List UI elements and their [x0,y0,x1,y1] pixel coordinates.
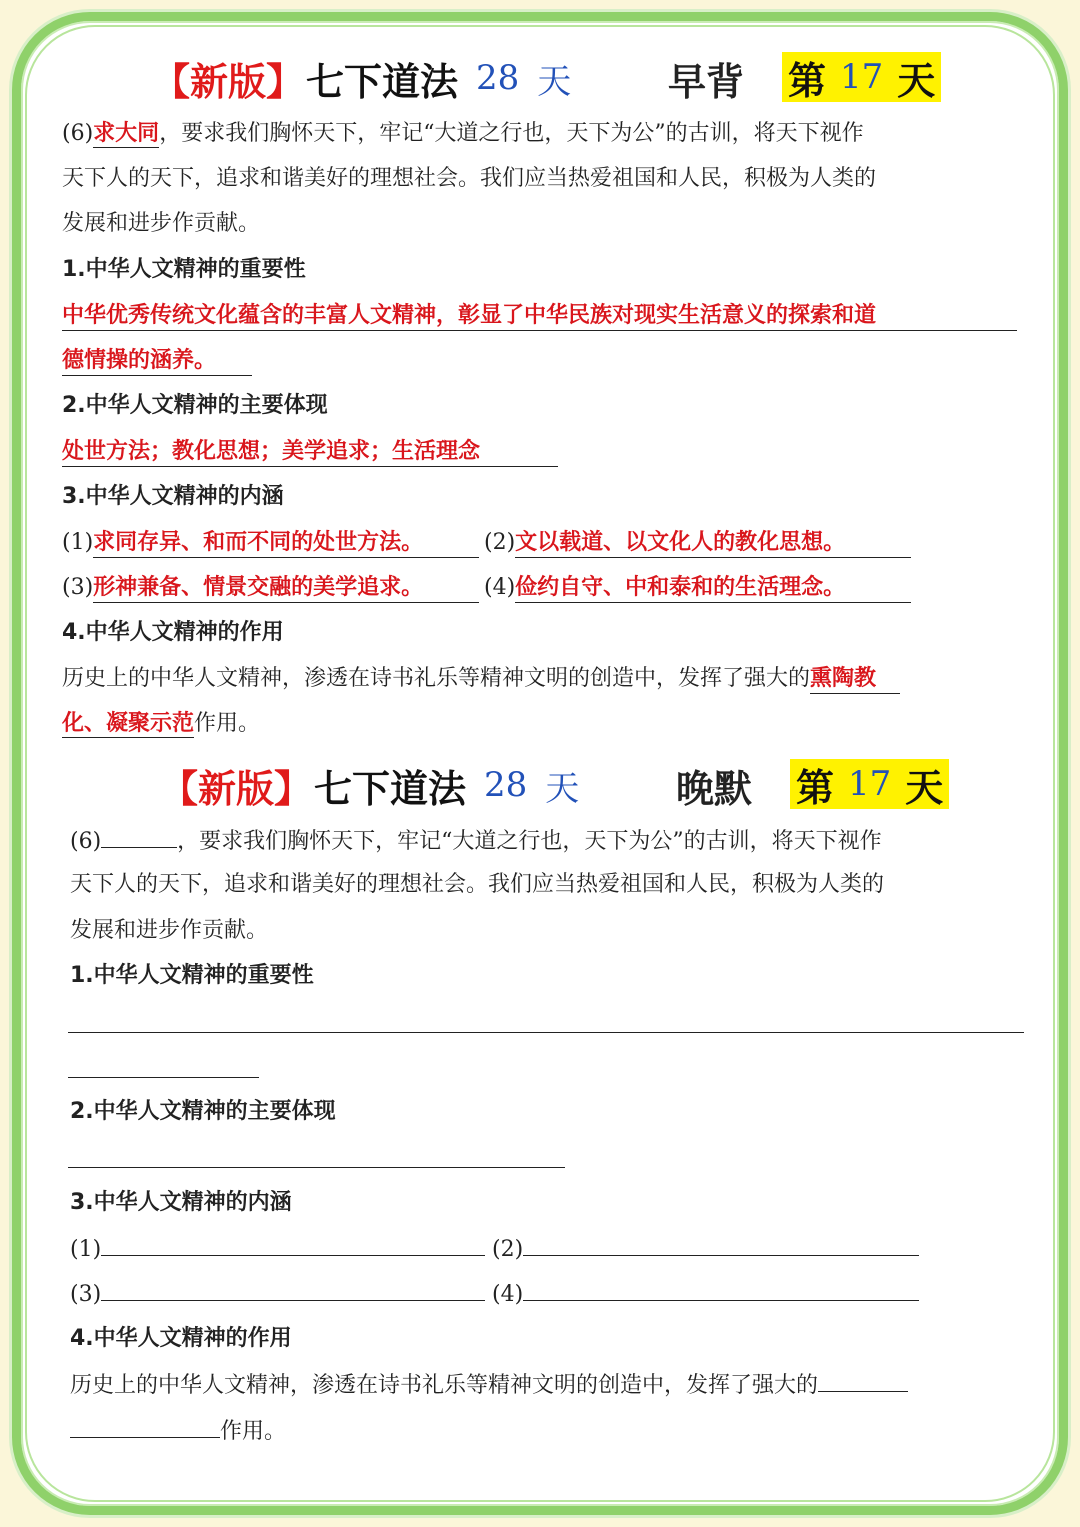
morning-heading-3: 3.中华人文精神的内涵 [62,484,284,509]
morning-p4-line1: 历史上的中华人文精神，渗透在诗书礼乐等精神文明的创造中，发挥了强大的熏陶教 [62,663,900,694]
morning-item-2: (2)文以载道、以文化人的教化思想。 [484,527,911,558]
fill-blank[interactable] [70,1415,220,1438]
morning-item-3: (3)形神兼备、情景交融的美学追求。 [62,572,479,603]
morning-p6-line2: 天下人的天下，追求和谐美好的理想社会。我们应当热爱祖国和人民，积极为人类的 [62,166,877,191]
answer-text: 求大同 [93,120,160,146]
evening-item-4: (4) [492,1278,919,1310]
evening-heading-4: 4.中华人文精神的作用 [70,1326,292,1351]
evening-p6-line3: 发展和进步作贡献。 [70,918,269,943]
evening-heading-3: 3.中华人文精神的内涵 [70,1190,292,1215]
title-unit: 天 [537,61,572,102]
morning-item-1: (1)求同存异、和而不同的处世方法。 [62,527,479,558]
evening-p6-line1: (6) ，要求我们胸怀天下，牢记“大道之行也，天下为公”的古训，将天下视作 [70,825,882,857]
morning-heading-2: 2.中华人文精神的主要体现 [62,393,328,418]
morning-mode: 早背 [668,58,745,104]
fill-blank[interactable] [101,1278,485,1301]
fill-blank[interactable] [101,1233,485,1256]
evening-day-badge: 第 17 天 [790,759,949,809]
evening-p4-line2: 作用。 [70,1415,286,1447]
evening-item-1: (1) [70,1233,485,1265]
morning-p6-line1: (6)求大同，要求我们胸怀天下，牢记“大道之行也，天下为公”的古训，将天下视作 [62,120,864,146]
evening-item-2: (2) [492,1233,919,1265]
title-bracket: 【新版】 [160,765,313,811]
morning-p4-line2: 化、凝聚示范作用。 [62,710,261,736]
fill-line[interactable] [68,1077,259,1078]
evening-heading-1: 1.中华人文精神的重要性 [70,963,314,988]
title-bracket: 【新版】 [152,58,305,104]
title-subject: 七下道法 [306,58,459,104]
evening-mode: 晚默 [676,765,753,811]
morning-p6-line3: 发展和进步作贡献。 [62,211,261,236]
morning-answer-2: 处世方法；教化思想；美学追求；生活理念 [62,436,558,467]
morning-item-4: (4)俭约自守、中和泰和的生活理念。 [484,572,911,603]
fill-blank[interactable] [523,1233,919,1256]
fill-blank[interactable] [101,825,177,848]
evening-p6-line2: 天下人的天下，追求和谐美好的理想社会。我们应当热爱祖国和人民，积极为人类的 [70,872,885,897]
morning-answer-1-line1: 中华优秀传统文化蕴含的丰富人文精神，彰显了中华民族对现实生活意义的探索和道 [62,300,1017,331]
evening-title [160,755,579,815]
title-count: 28 [484,765,528,805]
morning-title [152,48,571,108]
morning-answer-1-line2: 德情操的涵养。 [62,345,252,376]
evening-heading-2: 2.中华人文精神的主要体现 [70,1099,336,1124]
morning-heading-4: 4.中华人文精神的作用 [62,620,284,645]
morning-heading-1: 1.中华人文精神的重要性 [62,257,306,282]
fill-blank[interactable] [523,1278,919,1301]
evening-item-3: (3) [70,1278,485,1310]
morning-day-badge: 第 17 天 [782,52,941,102]
fill-line[interactable] [68,1032,1024,1033]
fill-blank[interactable] [818,1369,908,1392]
fill-line[interactable] [68,1167,565,1168]
evening-p4-line1: 历史上的中华人文精神，渗透在诗书礼乐等精神文明的创造中，发挥了强大的 [70,1369,908,1401]
title-unit: 天 [545,768,580,809]
title-subject: 七下道法 [314,765,467,811]
title-count: 28 [476,58,520,98]
